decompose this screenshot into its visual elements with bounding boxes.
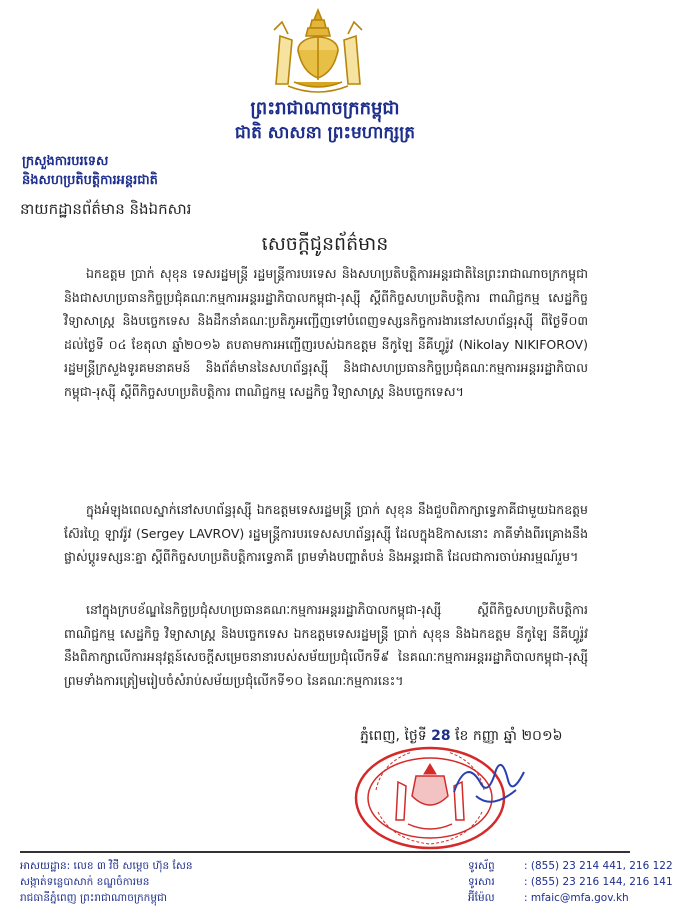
signature-icon — [446, 752, 536, 822]
kingdom-name: ព្រះរាជាណាចក្រកម្ពុជា — [250, 98, 400, 119]
phone-row — [468, 858, 673, 874]
ministry-name-line2: និងសហប្រតិបត្តិការអន្តរជាតិ — [22, 173, 158, 188]
date-line — [360, 726, 562, 747]
address-line-2: សង្កាត់ទន្លេបាសាក់ ខណ្ឌចំការមន — [20, 876, 150, 888]
email-label: អ៊ីម៉ែល — [468, 892, 495, 904]
fax-row — [468, 874, 673, 890]
paragraph-3: នៅក្នុងក្របខ័ណ្ឌនៃកិច្ចប្រជុំសហប្រធានគណៈកម្មការអន្តររដ្ឋាភិបាលកម្ពុជា-រុស្ស៊ី ស្ដីពីកិច្ចសហប្រតិបត្តិការ ពាណិជ្ជកម្ម សេដ្ឋកិច្ច វិទ្យាសាស្ត្រ និងបច្ចេកទេស ឯកឧត្តមទេសរដ្ឋមន្ត្រី ប្រាក់ សុខុន និងឯកឧត្តម នីកូឡៃ នីគីហ្វូរ៉ូវ នឹងពិភាក្សាលើការអនុវត្តន៍សេចក្ដីសម្រេចនានារបស់សម័យប្រជុំលើកទី៩ នៃគណៈកម្មការអន្តររដ្ឋាភិបាលកម្ពុជា-រុស្ស៊ី ព្រមទាំងការត្រៀមរៀបចំសំរាប់សម័យប្រជុំលើកទី១០ នៃគណៈកម្មការនេះ។ — [64, 602, 588, 688]
page-title: សេចក្ដីជូនព័ត៌មាន — [261, 233, 389, 255]
footer-address — [20, 858, 193, 906]
fax-value: : (855) 23 216 144, 216 141 — [524, 876, 673, 888]
email-value[interactable]: : mfaic@mfa.gov.kh — [524, 892, 629, 904]
date-suffix: ខែ កញ្ញា ឆ្នាំ ២០១៦ — [455, 728, 563, 744]
address-line-3: រាជធានីភ្នំពេញ ព្រះរាជាណាចក្រកម្ពុជា — [20, 892, 167, 904]
ministry-name-line1: ក្រសួងការបរទេស — [22, 154, 109, 169]
department-name: នាយកដ្ឋានព័ត៌មាន និងឯកសារ — [20, 200, 192, 218]
paragraph-2: ក្នុងអំឡុងពេលស្នាក់នៅសហព័ន្ធរុស្ស៊ី ឯកឧត្តមទេសរដ្ឋមន្ត្រី ប្រាក់ សុខុន នឹងជួបពិភាក្សាទ្វេភាគីជាមួយឯកឧត្តម ស៊ែរហ្គៃ ឡាវរ៉ូវ (Sergey LAVROV) រដ្ឋមន្ត្រីការបរទេសសហព័ន្ធរុស្ស៊ី ដែលក្នុងឱកាសនោះ ភាគីទាំងពីរគ្រោងនឹងផ្លាស់ប្ដូរទស្សនៈគ្នា ស្ដីពីកិច្ចសហប្រតិបត្តិការទ្វេភាគី ព្រមទាំងបញ្ហាតំបន់ និងអន្តរជាតិ ដែលជាការចាប់អារម្មណ៍រួម។ — [64, 502, 588, 564]
address-line-1: អាសយដ្ឋាន: លេខ ៣ វិថី សម្ដេច ហ៊ុន សែន — [20, 860, 193, 872]
phone-label: ទូរស័ព្ទ — [468, 860, 495, 872]
date-prefix: ភ្នំពេញ, ថ្ងៃទី — [360, 728, 427, 744]
footer-divider — [20, 851, 630, 853]
date-day: 28 — [431, 728, 451, 744]
national-motto: ជាតិ សាសនា ព្រះមហាក្សត្រ — [234, 123, 416, 143]
phone-value: : (855) 23 214 441, 216 122 — [524, 860, 673, 872]
royal-emblem-icon — [258, 6, 378, 98]
paragraph-1: ឯកឧត្តម ប្រាក់ សុខុន ទេសរដ្ឋមន្ត្រី រដ្ឋមន្ត្រីការបរទេស និងសហប្រតិបត្តិការអន្តរជាតិនៃព្រះរាជាណាចក្រកម្ពុជា និងជាសហប្រធានកិច្ចប្រជុំគណៈកម្មការអន្តររដ្ឋាភិបាលកម្ពុជា-រុស្ស៊ី ស្ដីពីកិច្ចសហប្រតិបត្តិការ ពាណិជ្ជកម្ម សេដ្ឋកិច្ច វិទ្យាសាស្ត្រ និងបច្ចេកទេស និងដឹកនាំគណៈប្រតិភូអញ្ជើញទៅបំពេញទស្សនកិច្ចការងារនៅសហព័ន្ធរុស្ស៊ី ពីថ្ងៃទី០៣ ដល់ថ្ងៃទី ០៤ ខែតុលា ឆ្នាំ២០១៦ តបតាមការអញ្ជើញរបស់ឯកឧត្តម នីកូឡៃ នីគីហ្វូរ៉ូវ (Nikolay NIKIFOROV) រដ្ឋមន្ត្រីក្រសួងទូរគមនាគមន៍ និងព័ត៌មាននៃសហព័ន្ធរុស្ស៊ី និងជាសហប្រធានកិច្ចប្រជុំគណៈកម្មការអន្តររដ្ឋាភិបាលកម្ពុជា-រុស្ស៊ី ស្ដីពីកិច្ចសហប្រតិបត្តិការ ពាណិជ្ជកម្ម សេដ្ឋកិច្ច វិទ្យាសាស្ត្រ និងបច្ចេកទេស។ — [64, 266, 588, 399]
email-row — [468, 890, 673, 906]
fax-label: ទូរសារ — [468, 876, 495, 888]
footer-contacts — [468, 858, 673, 906]
